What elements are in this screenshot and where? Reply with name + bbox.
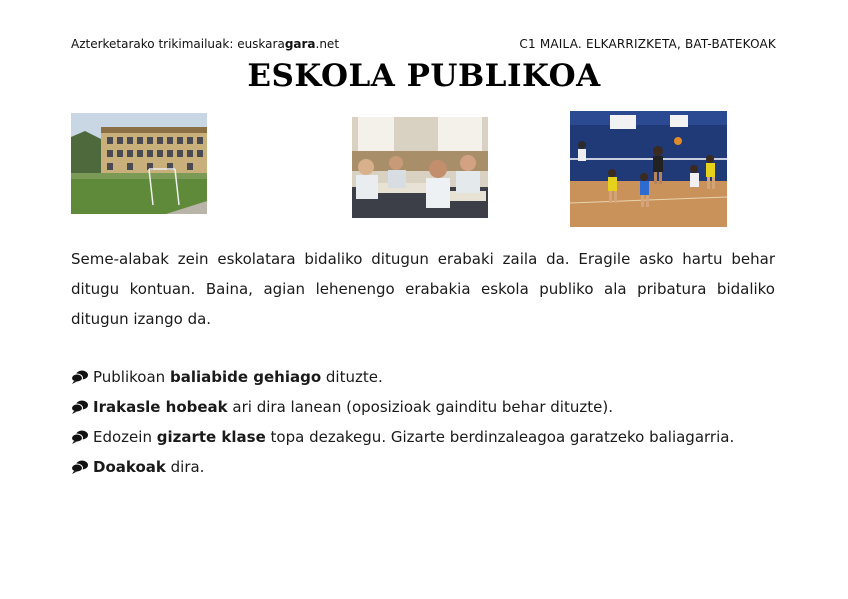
list-item-bold: baliabide gehiago xyxy=(169,368,322,386)
speech-bubbles-icon xyxy=(71,460,89,474)
header-credit-bold: gara xyxy=(284,37,316,51)
header-credit-suffix: .net xyxy=(315,37,340,51)
list-item xyxy=(71,392,791,422)
list-item-pre: Publikoan xyxy=(93,368,170,386)
list-item-post: dituzte. xyxy=(321,368,383,386)
classroom-students-photo xyxy=(352,117,488,218)
list-item-pre: Edozein xyxy=(93,428,157,446)
list-item-post: dira. xyxy=(165,458,205,476)
list-item-bold: gizarte klase xyxy=(156,428,266,446)
school-building-photo xyxy=(71,113,207,214)
list-item-bold: Irakasle hobeak xyxy=(93,398,228,416)
page-title: ESKOLA PUBLIKOA xyxy=(247,58,601,94)
speech-bubbles-icon xyxy=(71,400,89,414)
list-item xyxy=(71,362,791,392)
list-item-bold: Doakoak xyxy=(93,458,166,476)
header-credit-prefix: Azterketarako trikimailuak: euskara xyxy=(71,37,285,51)
header-site-credit xyxy=(71,37,339,51)
list-item xyxy=(71,422,791,452)
intro-paragraph: Seme-alabak zein eskolatara bidaliko ditugun erabaki zaila da. Eragile asko hartu behar ditugu kontuan. Baina, agian lehenengo erabakia eskola publiko ala pribatura bidaliko ditugun izango da. xyxy=(71,250,775,328)
gym-sports-photo xyxy=(570,111,727,227)
list-item xyxy=(71,452,791,482)
list-item-post: topa dezakegu. Gizarte berdinzaleagoa garatzeko baliagarria. xyxy=(265,428,735,446)
speech-bubbles-icon xyxy=(71,370,89,384)
list-item-post: ari dira lanean (oposizioak gainditu behar dituzte). xyxy=(227,398,613,416)
speech-bubbles-icon xyxy=(71,430,89,444)
argument-list xyxy=(71,362,791,482)
header-level-label: C1 MAILA. ELKARRIZKETA, BAT-BATEKOAK xyxy=(519,37,776,51)
